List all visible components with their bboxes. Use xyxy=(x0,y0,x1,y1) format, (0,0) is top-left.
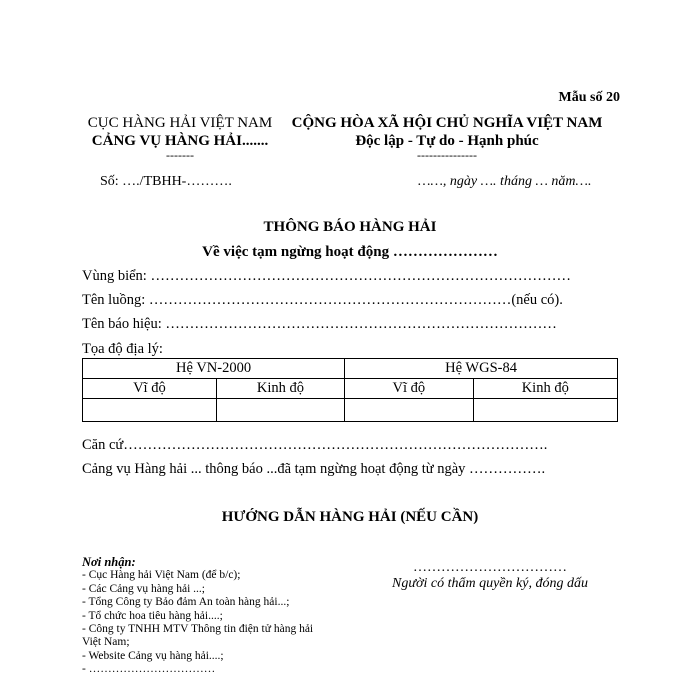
national-motto: Độc lập - Tự do - Hạnh phúc xyxy=(355,133,539,149)
list-item: Việt Nam; xyxy=(82,636,130,649)
table-cell xyxy=(216,399,344,422)
signature-label: Người có thẩm quyền ký, đóng dấu xyxy=(392,576,588,591)
form-number: Mẫu số 20 xyxy=(558,90,620,105)
list-item: - …………………………… xyxy=(82,663,216,676)
agency-name: CỤC HÀNG HẢI VIỆT NAM xyxy=(87,115,273,131)
wgs84-longitude-header: Kinh độ xyxy=(473,379,617,399)
list-item: - Tổ chức hoa tiêu hàng hải....; xyxy=(82,609,223,622)
list-item: - Cục Hàng hải Việt Nam (để b/c); xyxy=(82,569,241,582)
list-item: - Công ty TNHH MTV Thông tin điện tử hàng hải xyxy=(82,623,314,636)
list-item: - Website Cảng vụ hàng hải....; xyxy=(82,649,224,662)
guidance-title: HƯỚNG DẪN HÀNG HẢI (NẾU CẦN) xyxy=(221,509,479,525)
port-notice-field: Cảng vụ Hàng hải ... thông báo ...đã tạm ngừng hoạt động từ ngày ……………. xyxy=(82,461,546,477)
date-line: ……, ngày …. tháng … năm…. xyxy=(418,174,592,189)
right-divider: --------------- xyxy=(417,148,477,162)
channel-field: Tên luồng: …………………………………………………………………(nếu có). xyxy=(82,292,563,308)
recipients-block xyxy=(82,556,313,677)
basis-field: Căn cứ……………………………………………………………………………. xyxy=(82,437,548,453)
system-vn2000-header: Hệ VN-2000 xyxy=(83,359,345,379)
table-cell xyxy=(473,399,617,422)
document-number: Số: …./TBHH-………. xyxy=(100,174,232,189)
system-wgs84-header: Hệ WGS-84 xyxy=(345,359,618,379)
port-authority-name: CẢNG VỤ HÀNG HẢI....... xyxy=(91,133,269,149)
recipients-heading: Nơi nhận: xyxy=(82,555,136,569)
left-header xyxy=(70,114,290,160)
list-item: - Các Cảng vụ hàng hải ...; xyxy=(82,582,205,595)
country-name: CỘNG HÒA XÃ HỘI CHỦ NGHĨA VIỆT NAM xyxy=(291,115,603,131)
vn2000-latitude-header: Vĩ độ xyxy=(83,379,217,399)
document-title: THÔNG BÁO HÀNG HẢI xyxy=(263,219,437,235)
right-header xyxy=(282,114,612,160)
signature-dots: …………………………… xyxy=(413,560,567,575)
list-item: - Tổng Công ty Bảo đảm An toàn hàng hải...; xyxy=(82,596,290,609)
left-divider: ------- xyxy=(166,148,194,162)
sea-area-field: Vùng biển: …………………………………………………………………………… xyxy=(82,268,571,284)
beacon-field: Tên báo hiệu: ……………………………………………………………………… xyxy=(82,316,557,332)
table-cell xyxy=(345,399,473,422)
coordinates-label: Tọa độ địa lý: xyxy=(82,341,163,357)
document-subtitle: Về việc tạm ngừng hoạt động ………………… xyxy=(202,244,498,260)
vn2000-longitude-header: Kinh độ xyxy=(216,379,344,399)
table-cell xyxy=(83,399,217,422)
wgs84-latitude-header: Vĩ độ xyxy=(345,379,473,399)
signature-block xyxy=(360,560,620,592)
coordinates-table xyxy=(82,358,618,422)
